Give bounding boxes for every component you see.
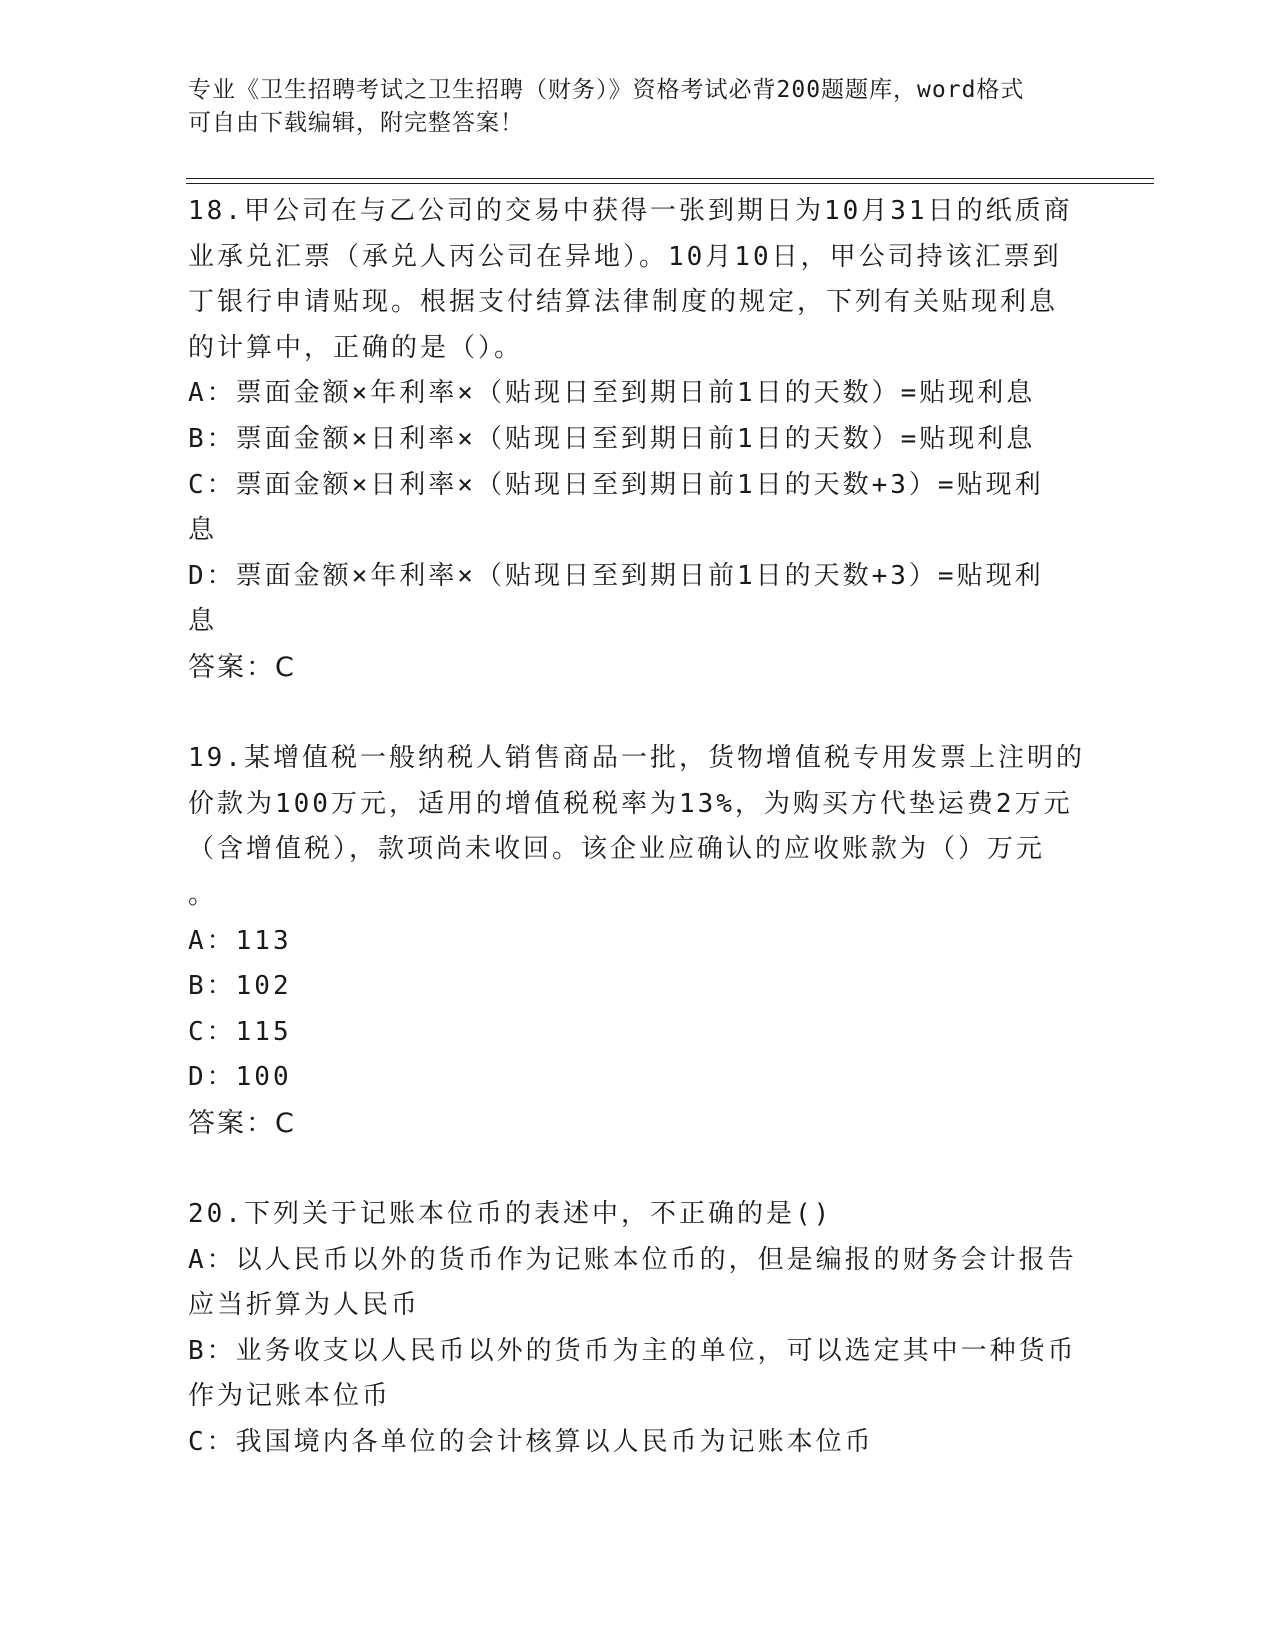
question-20-option-b: B：业务收支以人民币以外的货币为主的单位，可以选定其中一种货币 <box>188 1335 1077 1366</box>
header-divider-bottom <box>186 183 1154 184</box>
question-18-stem-line-4: 的计算中，正确的是（）。 <box>188 332 524 363</box>
question-18-stem-line-2: 业承兑汇票（承兑人丙公司在异地）。10月10日，甲公司持该汇票到 <box>188 241 1062 272</box>
question-19-option-a: A：113 <box>188 925 292 956</box>
question-20 <box>188 1192 1088 1466</box>
question-19-stem-line-2: 价款为100万元，适用的增值税税率为13%，为购买方代垫运费2万元 <box>188 788 1073 819</box>
question-20-option-a: A：以人民币以外的货币作为记账本位币的，但是编报的财务会计报告 <box>188 1244 1077 1275</box>
question-20-stem: 20.下列关于记账本位币的表述中，不正确的是() <box>188 1199 833 1230</box>
question-18 <box>188 189 1088 691</box>
question-18-stem-line-1: 18.甲公司在与乙公司的交易中获得一张到期日为10月31日的纸质商 <box>188 196 1073 226</box>
header-line-1: 专业《卫生招聘考试之卫生招聘（财务）》资格考试必背200题题库，word格式 <box>188 77 1025 103</box>
question-19-option-b: B：102 <box>188 971 292 1002</box>
document-header <box>188 74 1068 140</box>
question-18-option-d-cont: 息 <box>188 606 218 637</box>
question-18-option-d: D：票面金额×年利率×（贴现日至到期日前1日的天数+3）=贴现利 <box>188 560 1044 591</box>
question-18-stem-line-3: 丁银行申请贴现。根据支付结算法律制度的规定，下列有关贴现利息 <box>188 287 1059 318</box>
question-20-option-a-cont: 应当折算为人民币 <box>188 1290 421 1321</box>
header-line-2: 可自由下载编辑，附完整答案！ <box>188 110 524 136</box>
question-19-stem-line-4: 。 <box>188 879 218 910</box>
question-content <box>188 189 1088 1466</box>
question-19-option-c: C：115 <box>188 1016 292 1047</box>
question-19-stem-line-3: （含增值税），款项尚未收回。该企业应确认的应收账款为（）万元 <box>188 834 1046 865</box>
question-18-option-c-cont: 息 <box>188 515 218 546</box>
question-19 <box>188 736 1088 1146</box>
question-spacer <box>188 1146 1088 1192</box>
question-20-option-b-cont: 作为记账本位币 <box>188 1381 392 1412</box>
question-18-option-b: B：票面金额×日利率×（贴现日至到期日前1日的天数）=贴现利息 <box>188 423 1036 454</box>
header-divider-top <box>186 178 1154 179</box>
question-20-option-c: C：我国境内各单位的会计核算以人民币为记账本位币 <box>188 1427 874 1458</box>
question-18-option-c: C：票面金额×日利率×（贴现日至到期日前1日的天数+3）=贴现利 <box>188 469 1044 500</box>
question-19-option-d: D：100 <box>188 1062 292 1093</box>
question-18-answer: 答案：C <box>188 651 296 683</box>
question-19-stem-line-1: 19.某增值税一般纳税人销售商品一批，货物增值税专用发票上注明的 <box>188 743 1085 774</box>
question-spacer <box>188 691 1088 737</box>
question-19-answer: 答案：C <box>188 1107 296 1139</box>
question-18-option-a: A：票面金额×年利率×（贴现日至到期日前1日的天数）=贴现利息 <box>188 378 1036 409</box>
